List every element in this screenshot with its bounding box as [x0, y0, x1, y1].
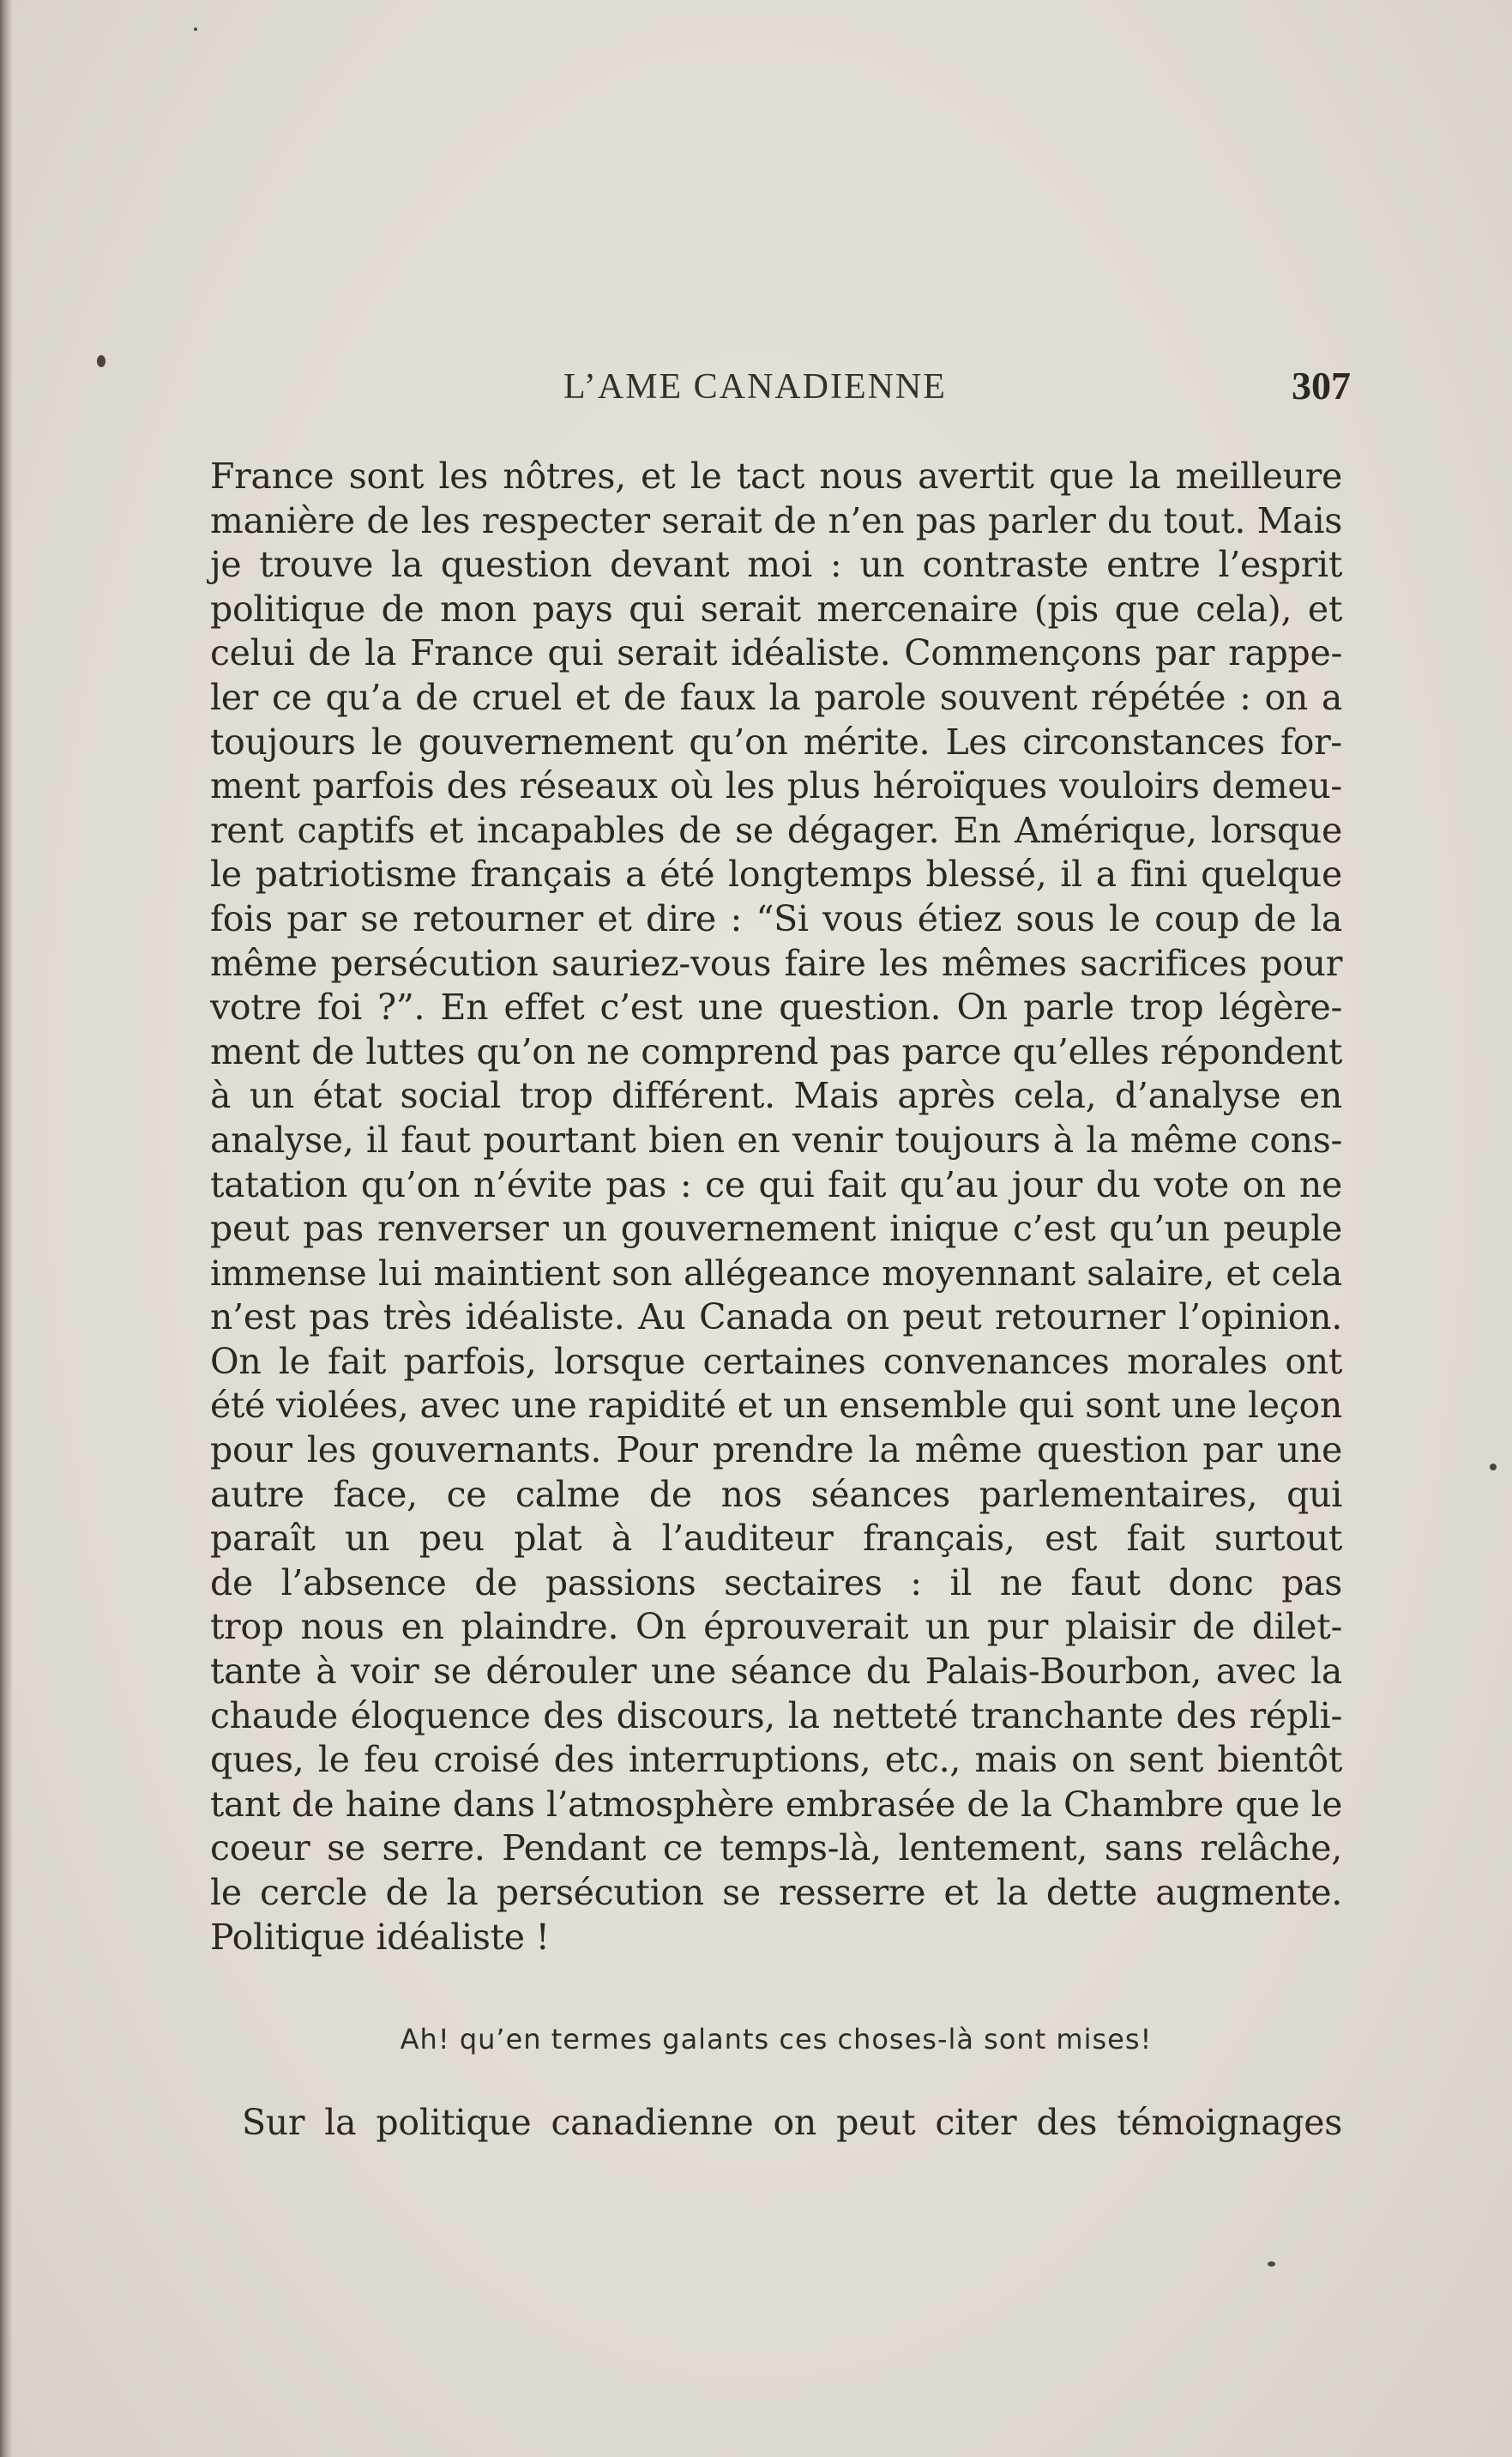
text-line: tant de haine dans l’atmosphère embrasée de la Chambre que le [210, 1783, 1342, 1825]
text-line: manière de les respecter serait de n’en pas parler du tout. Mais [210, 499, 1342, 541]
text-line: même persécution sauriez-vous faire les mêmes sacrifices pour [210, 942, 1342, 984]
paper-speck [1268, 2261, 1275, 2267]
text-line: le cercle de la persécution se resserre et la dette augmente. [210, 1872, 1342, 1913]
text-line: France sont les nôtres, et le tact nous avertit que la meilleure [210, 456, 1342, 497]
text-line: celui de la France qui serait idéaliste. Commençons par rappe- [210, 632, 1342, 674]
text-line: ques, le feu croisé des interruptions, etc., mais on sent bientôt [210, 1739, 1342, 1781]
paper-speck [194, 27, 197, 31]
text-line: tatation qu’on n’évite pas : ce qui fait qu’au jour du vote on ne [210, 1163, 1342, 1205]
paper-speck [97, 355, 105, 367]
text-line: je trouve la question devant moi : un contraste entre l’esprit [210, 544, 1342, 586]
text-line: Politique idéaliste ! [210, 1916, 550, 1958]
text-line: coeur se serre. Pendant ce temps-là, lentement, sans relâche, [210, 1827, 1342, 1869]
text-line: ler ce qu’a de cruel et de faux la parole souvent répétée : on a [210, 676, 1342, 718]
text-line: peut pas renverser un gouvernement inique c’est qu’un peuple [210, 1208, 1342, 1250]
text-line: trop nous en plaindre. On éprouverait un pur plaisir de dilet- [210, 1606, 1342, 1648]
book-spine-edge [0, 0, 12, 2457]
text-line: chaude éloquence des discours, la netteté tranchante des répli- [210, 1694, 1342, 1736]
text-line: paraît un peu plat à l’auditeur français, est fait surtout [210, 1518, 1342, 1560]
text-line: votre foi ?”. En effet c’est une question. On parle trop légère- [210, 987, 1342, 1029]
text-line: ment parfois des réseaux où les plus héroïques vouloirs demeu- [210, 765, 1342, 807]
text-line: à un état social trop différent. Mais après cela, d’analyse en [210, 1075, 1342, 1117]
paper-speck [1490, 1464, 1497, 1470]
text-line: On le fait parfois, lorsque certaines convenances morales ont [210, 1340, 1342, 1382]
text-line: fois par se retourner et dire : “Si vous étiez sous le coup de la [210, 897, 1342, 939]
text-line: rent captifs et incapables de se dégager. En Amérique, lorsque [210, 809, 1342, 851]
text-line: le patriotisme français a été longtemps blessé, il a fini quelque [210, 854, 1342, 896]
page-header [210, 363, 1351, 414]
body-paragraph [210, 455, 1342, 1959]
text-line: politique de mon pays qui serait mercenaire (pis que cela), et [210, 588, 1342, 630]
text-line: toujours le gouvernement qu’on mérite. Les circonstances for- [210, 721, 1342, 763]
text-line: de l’absence de passions sectaires : il ne faut donc pas [210, 1561, 1342, 1603]
text-line: immense lui maintient son allégeance moyennant salaire, et cela [210, 1252, 1342, 1294]
next-paragraph-line: Sur la politique canadienne on peut citer des témoignages [242, 2102, 1342, 2143]
text-line: n’est pas très idéaliste. Au Canada on peut retourner l’opinion. [210, 1296, 1342, 1338]
text-line: pour les gouvernants. Pour prendre la même question par une [210, 1429, 1342, 1471]
text-line: autre face, ce calme de nos séances parlementaires, qui [210, 1473, 1342, 1515]
text-line: ment de luttes qu’on ne comprend pas parce qu’elles répondent [210, 1030, 1342, 1072]
text-line: analyse, il faut pourtant bien en venir toujours à la même cons- [210, 1119, 1342, 1161]
running-title: L’AME CANADIENNE [563, 367, 947, 407]
quotation: Ah! qu’en termes galants ces choses-là sont mises! [400, 2023, 1153, 2056]
text-line: tante à voir se dérouler une séance du Palais-Bourbon, avec la [210, 1651, 1342, 1693]
page-number: 307 [1292, 364, 1351, 407]
text-line: été violées, avec une rapidité et un ensemble qui sont une leçon [210, 1385, 1342, 1427]
